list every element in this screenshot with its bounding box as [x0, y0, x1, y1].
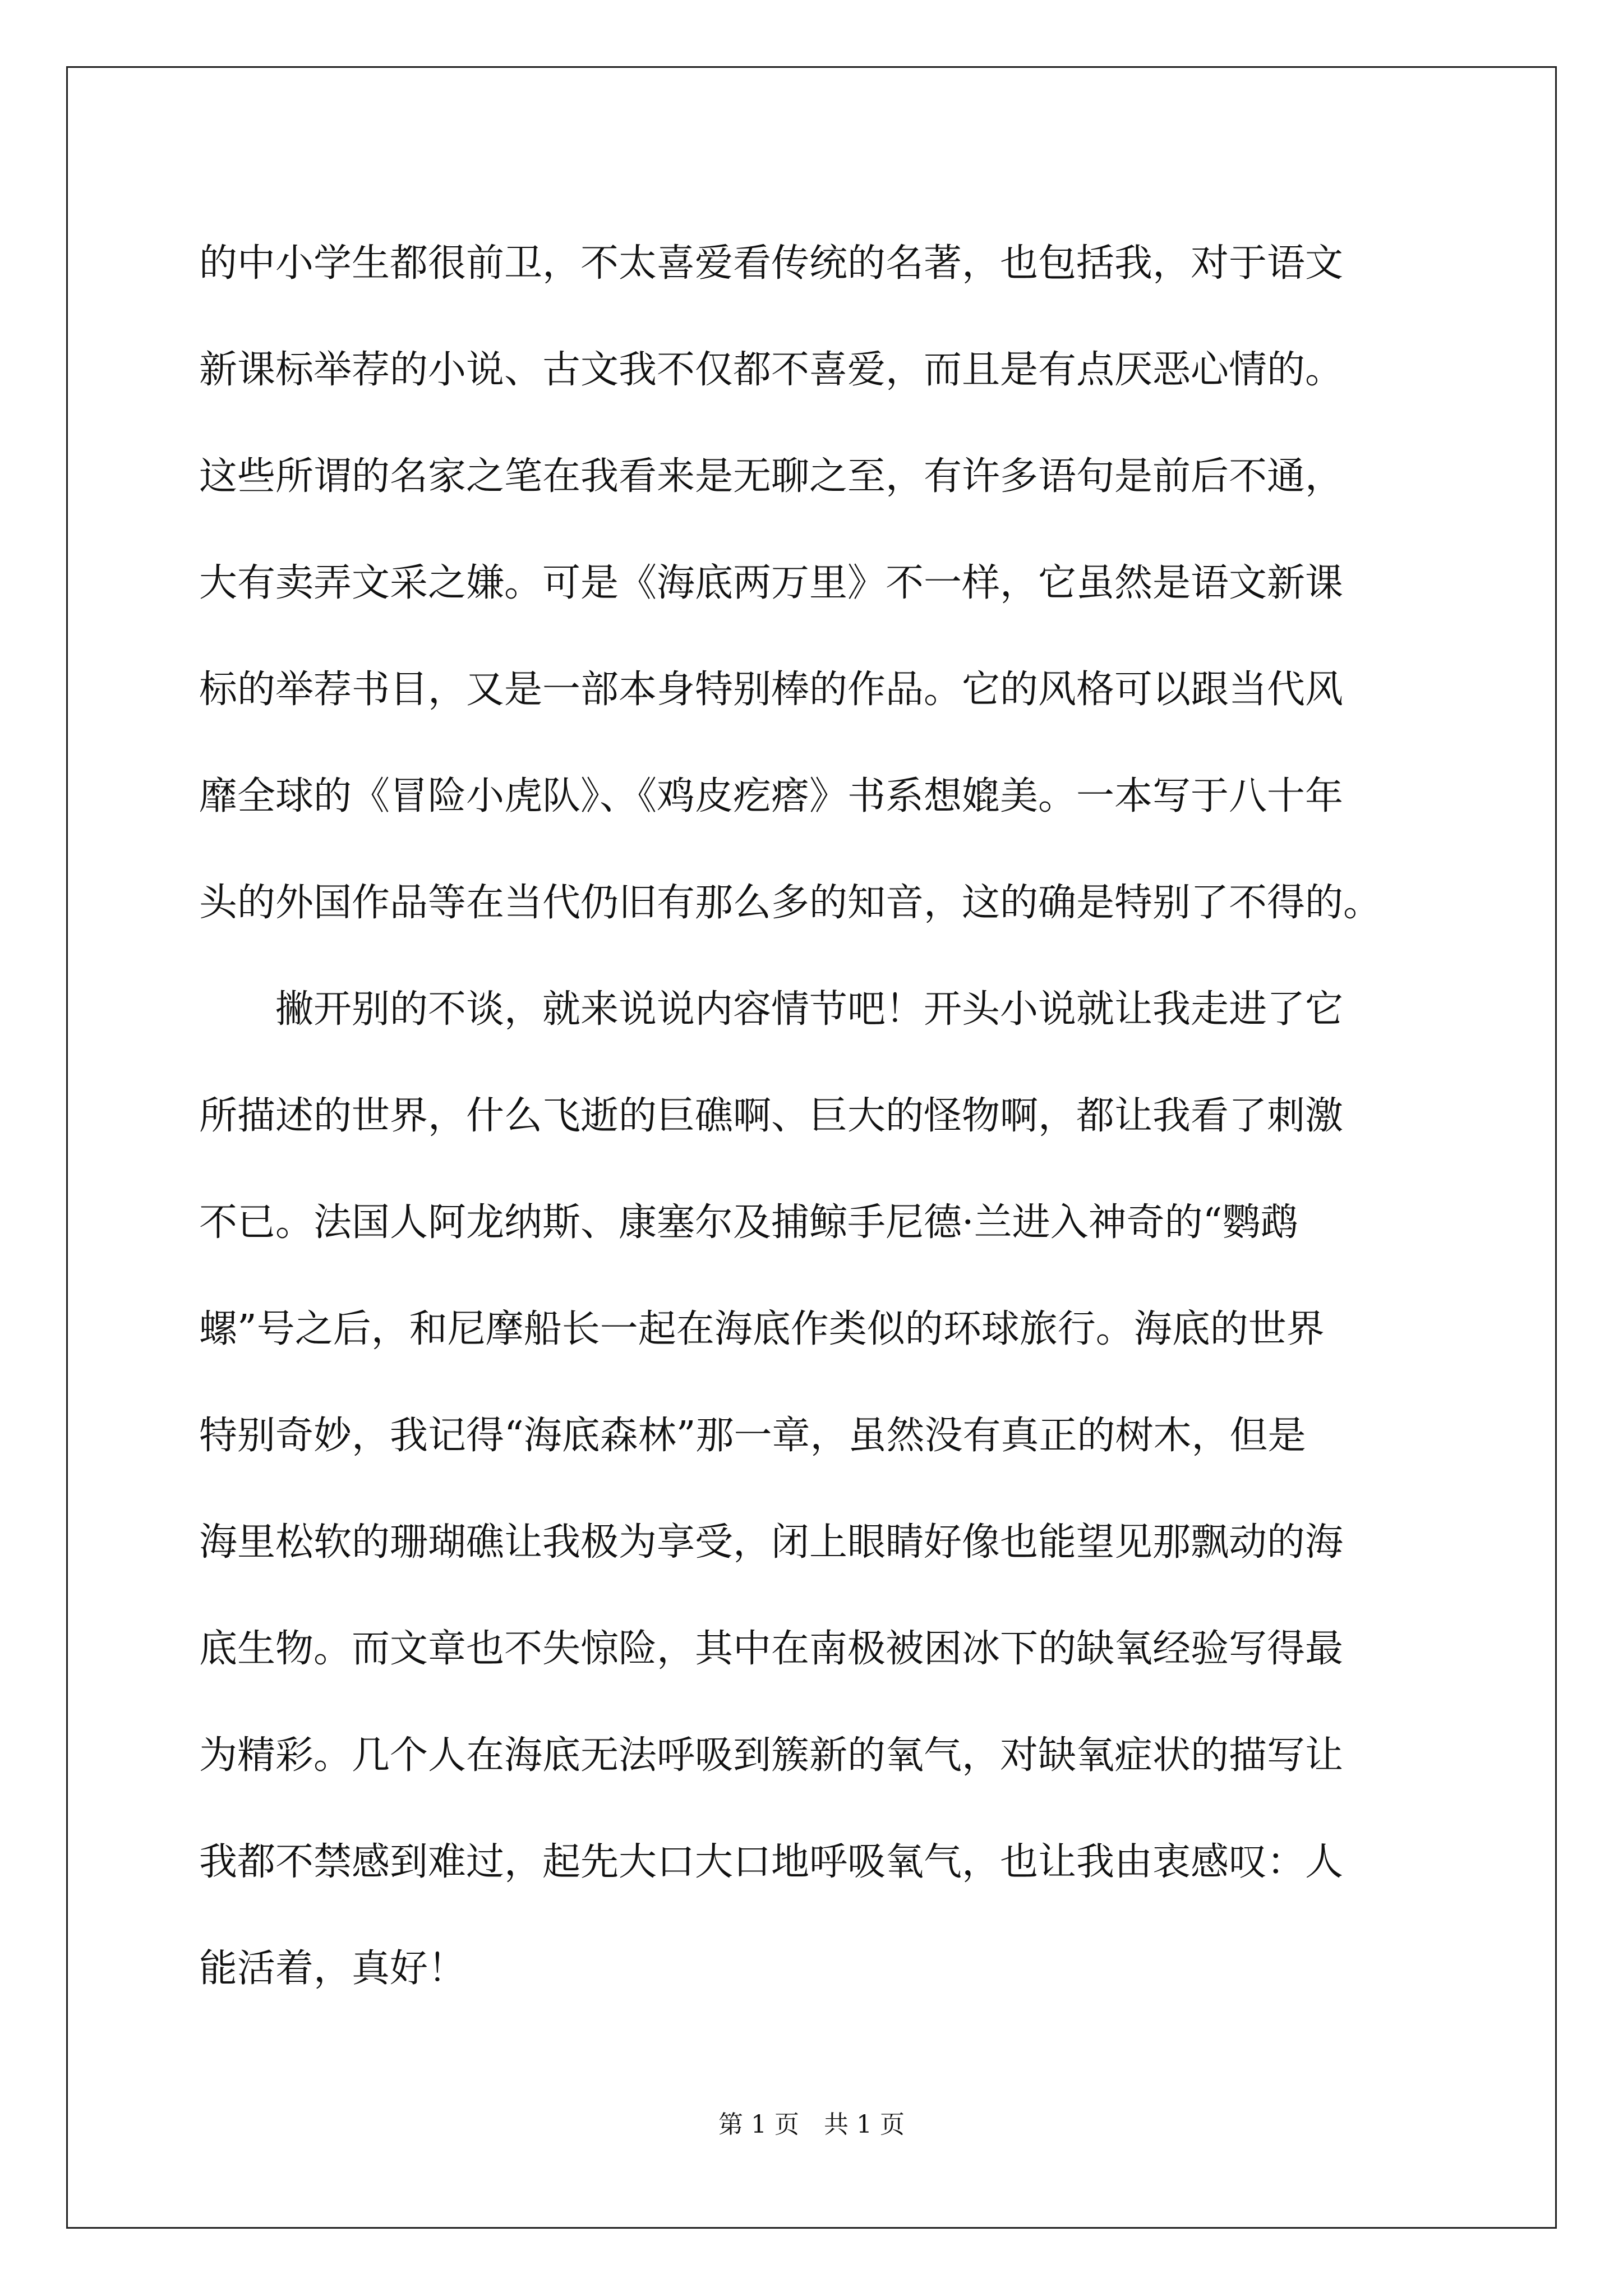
- document-body: [199, 210, 1427, 2022]
- paragraph-1: [199, 210, 1427, 956]
- text-line: 特别奇妙，我记得“海底森林”那一章，虽然没有真正的树木，但是: [199, 1414, 1306, 1458]
- text-line: 我都不禁感到难过，起先大口大口地呼吸氧气，也让我由衷感叹：人: [199, 1840, 1344, 1884]
- text-line: 为精彩。几个人在海底无法呼吸到簇新的氧气，对缺氧症状的描写让: [199, 1733, 1344, 1778]
- text-line: 新课标举荐的小说、古文我不仅都不喜爱，而且是有点厌恶心情的。: [199, 348, 1344, 392]
- text-line: 不已。法国人阿龙纳斯、康塞尔及捕鲸手尼德·兰进入神奇的“鹦鹉: [199, 1200, 1299, 1245]
- paragraph-2: [199, 956, 1427, 2022]
- text-line: 标的举荐书目，又是一部本身特别棒的作品。它的风格可以跟当代风: [199, 668, 1344, 712]
- text-line: 靡全球的《冒险小虎队》、《鸡皮疙瘩》书系想媲美。一本写于八十年: [199, 774, 1344, 818]
- text-line: 头的外国作品等在当代仍旧有那么多的知音，这的确是特别了不得的。: [199, 881, 1382, 925]
- text-line: 这些所谓的名家之笔在我看来是无聊之至，有许多语句是前后不通，: [199, 454, 1344, 499]
- text-line: 撇开别的不谈，就来说说内容情节吧！开头小说就让我走进了它: [199, 987, 1344, 1032]
- text-line: 能活着，真好！: [199, 1947, 467, 1991]
- text-line: 海里松软的珊瑚礁让我极为享受，闭上眼睛好像也能望见那飘动的海: [199, 1520, 1344, 1565]
- text-line: 的中小学生都很前卫，不太喜爱看传统的名著，也包括我，对于语文: [199, 241, 1344, 286]
- page-number-footer: 第 1 页 共 1 页: [718, 2110, 905, 2139]
- text-line: 螺”号之后，和尼摩船长一起在海底作类似的环球旅行。海底的世界: [199, 1307, 1325, 1351]
- text-line: 底生物。而文章也不失惊险，其中在南极被困冰下的缺氧经验写得最: [199, 1627, 1344, 1671]
- text-line: 所描述的世界，什么飞逝的巨礁啊、巨大的怪物啊，都让我看了刺激: [199, 1094, 1344, 1138]
- text-line: 大有卖弄文采之嫌。可是《海底两万里》不一样，它虽然是语文新课: [199, 561, 1344, 605]
